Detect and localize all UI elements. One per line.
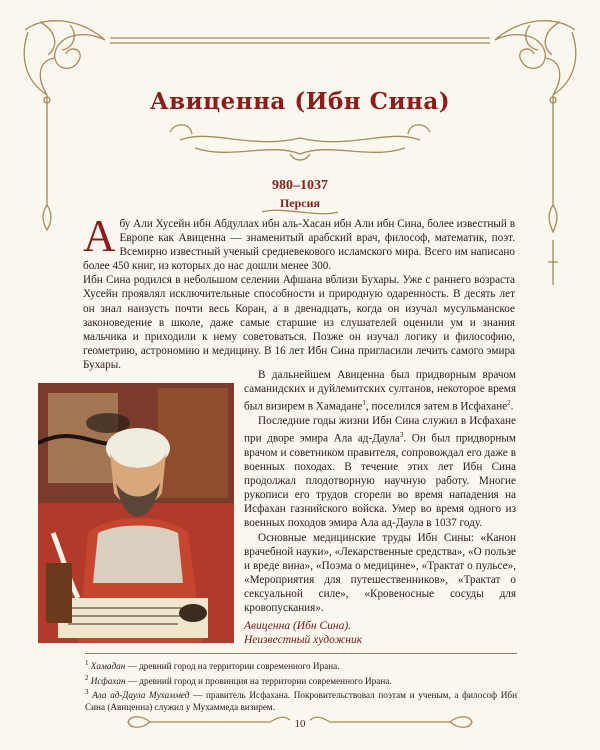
avicenna-portrait-painting [38, 383, 234, 643]
intro-text [83, 211, 515, 372]
works-paragraph: Основные медицинские труды Ибн Сины: «Канон врачебной науки», «Лекарственные средства», «О пользе и вреде вина», «Поэма о медицине», «Трактат о пульсе», «Мероприятия для путешественников», «Трактат о сексуальной силе», «Кровеносные сосуды для кровопускания». [244, 531, 516, 614]
footnote-2: $^2$ Исфахан — древний город и провинция на территории современного Ирана. [85, 673, 392, 686]
footnote-divider [85, 653, 517, 654]
late-years-paragraph: Последние годы жизни Ибн Сина служил в Исфахане при дворе эмира Ала ад-Даула$^3$. Он был придворным врачом и советником правителя, сопровождал его даже в военных походах. В течение этих лет Ибн Сина продолжал плодотворную научную работу. Многие рукописи его трудов сгорели во время нападения на Исфахан газнийского войска. Умер во время одного из военных походов эмира Ала ад-Даула в 1037 году. [244, 415, 516, 530]
footnote-1: $^1$ Хамадан — древний город на территории современного Ирана. [85, 659, 340, 672]
drop-cap: А [83, 211, 116, 261]
intro-paragraph: бу Али Хусейн ибн Абдуллах ибн аль-Хасан ибн Али ибн Сина, более известный в Европе как Авиценна — знаменитый арабский врач, философ, математик, поэт. Всемирно известный ученый средневекового исламского мира. Всего им написано более 450 книг, из которых до нас дошли менее 300. [83, 218, 515, 273]
caption-title: Авиценна (Ибн Сина). [244, 620, 352, 632]
country-label: Персия [279, 196, 321, 210]
footnote-ref-1[interactable]: 1 [362, 399, 366, 408]
page-number: 10 [294, 718, 306, 730]
footnotes [85, 658, 517, 713]
biography-paragraph: Ибн Сина родился в небольшом селении Афшана вблизи Бухары. Уже с раннего возраста Хусейн проявлял исключительные способности и природную одаренность. В десять лет он знал наизусть почти весь Коран, а в двенадцать, когда он изучал мусульманское законоведение в школе, даже самые старшие из слушателей оценили ум и знания мальчика и приходили к нему советоваться. Позже он изучал логику и философию, геометрию, астрономию и медицину. В 16 лет Ибн Сина пригласили лечить самого эмира Бухары. [83, 274, 515, 371]
caption-artist: Неизвестный художник [244, 634, 363, 646]
footnote-ref-3[interactable]: 3 [399, 431, 404, 440]
page-title: Авиценна (Ибн Сина) [149, 88, 451, 115]
career-paragraph: В дальнейшем Авиценна был придворным врачом саманидских и дуйлемитских султанов, некоторое время был визирем в Хамадане$^1$, поселился затем в Исфахане$^2$. [244, 369, 516, 413]
life-years: 980–1037 [272, 178, 328, 193]
footnote-3: $^3$ Ала ад-Даула Мухаммед — правитель Исфахана. Покровительствовал поэтам и ученым, а философ Ибн Сина (Авиценна) служил у Мухаммеда визирем. [85, 688, 517, 712]
painting-caption [244, 619, 444, 647]
footnote-ref-2[interactable]: 2 [507, 399, 511, 408]
right-text-column [244, 368, 516, 615]
